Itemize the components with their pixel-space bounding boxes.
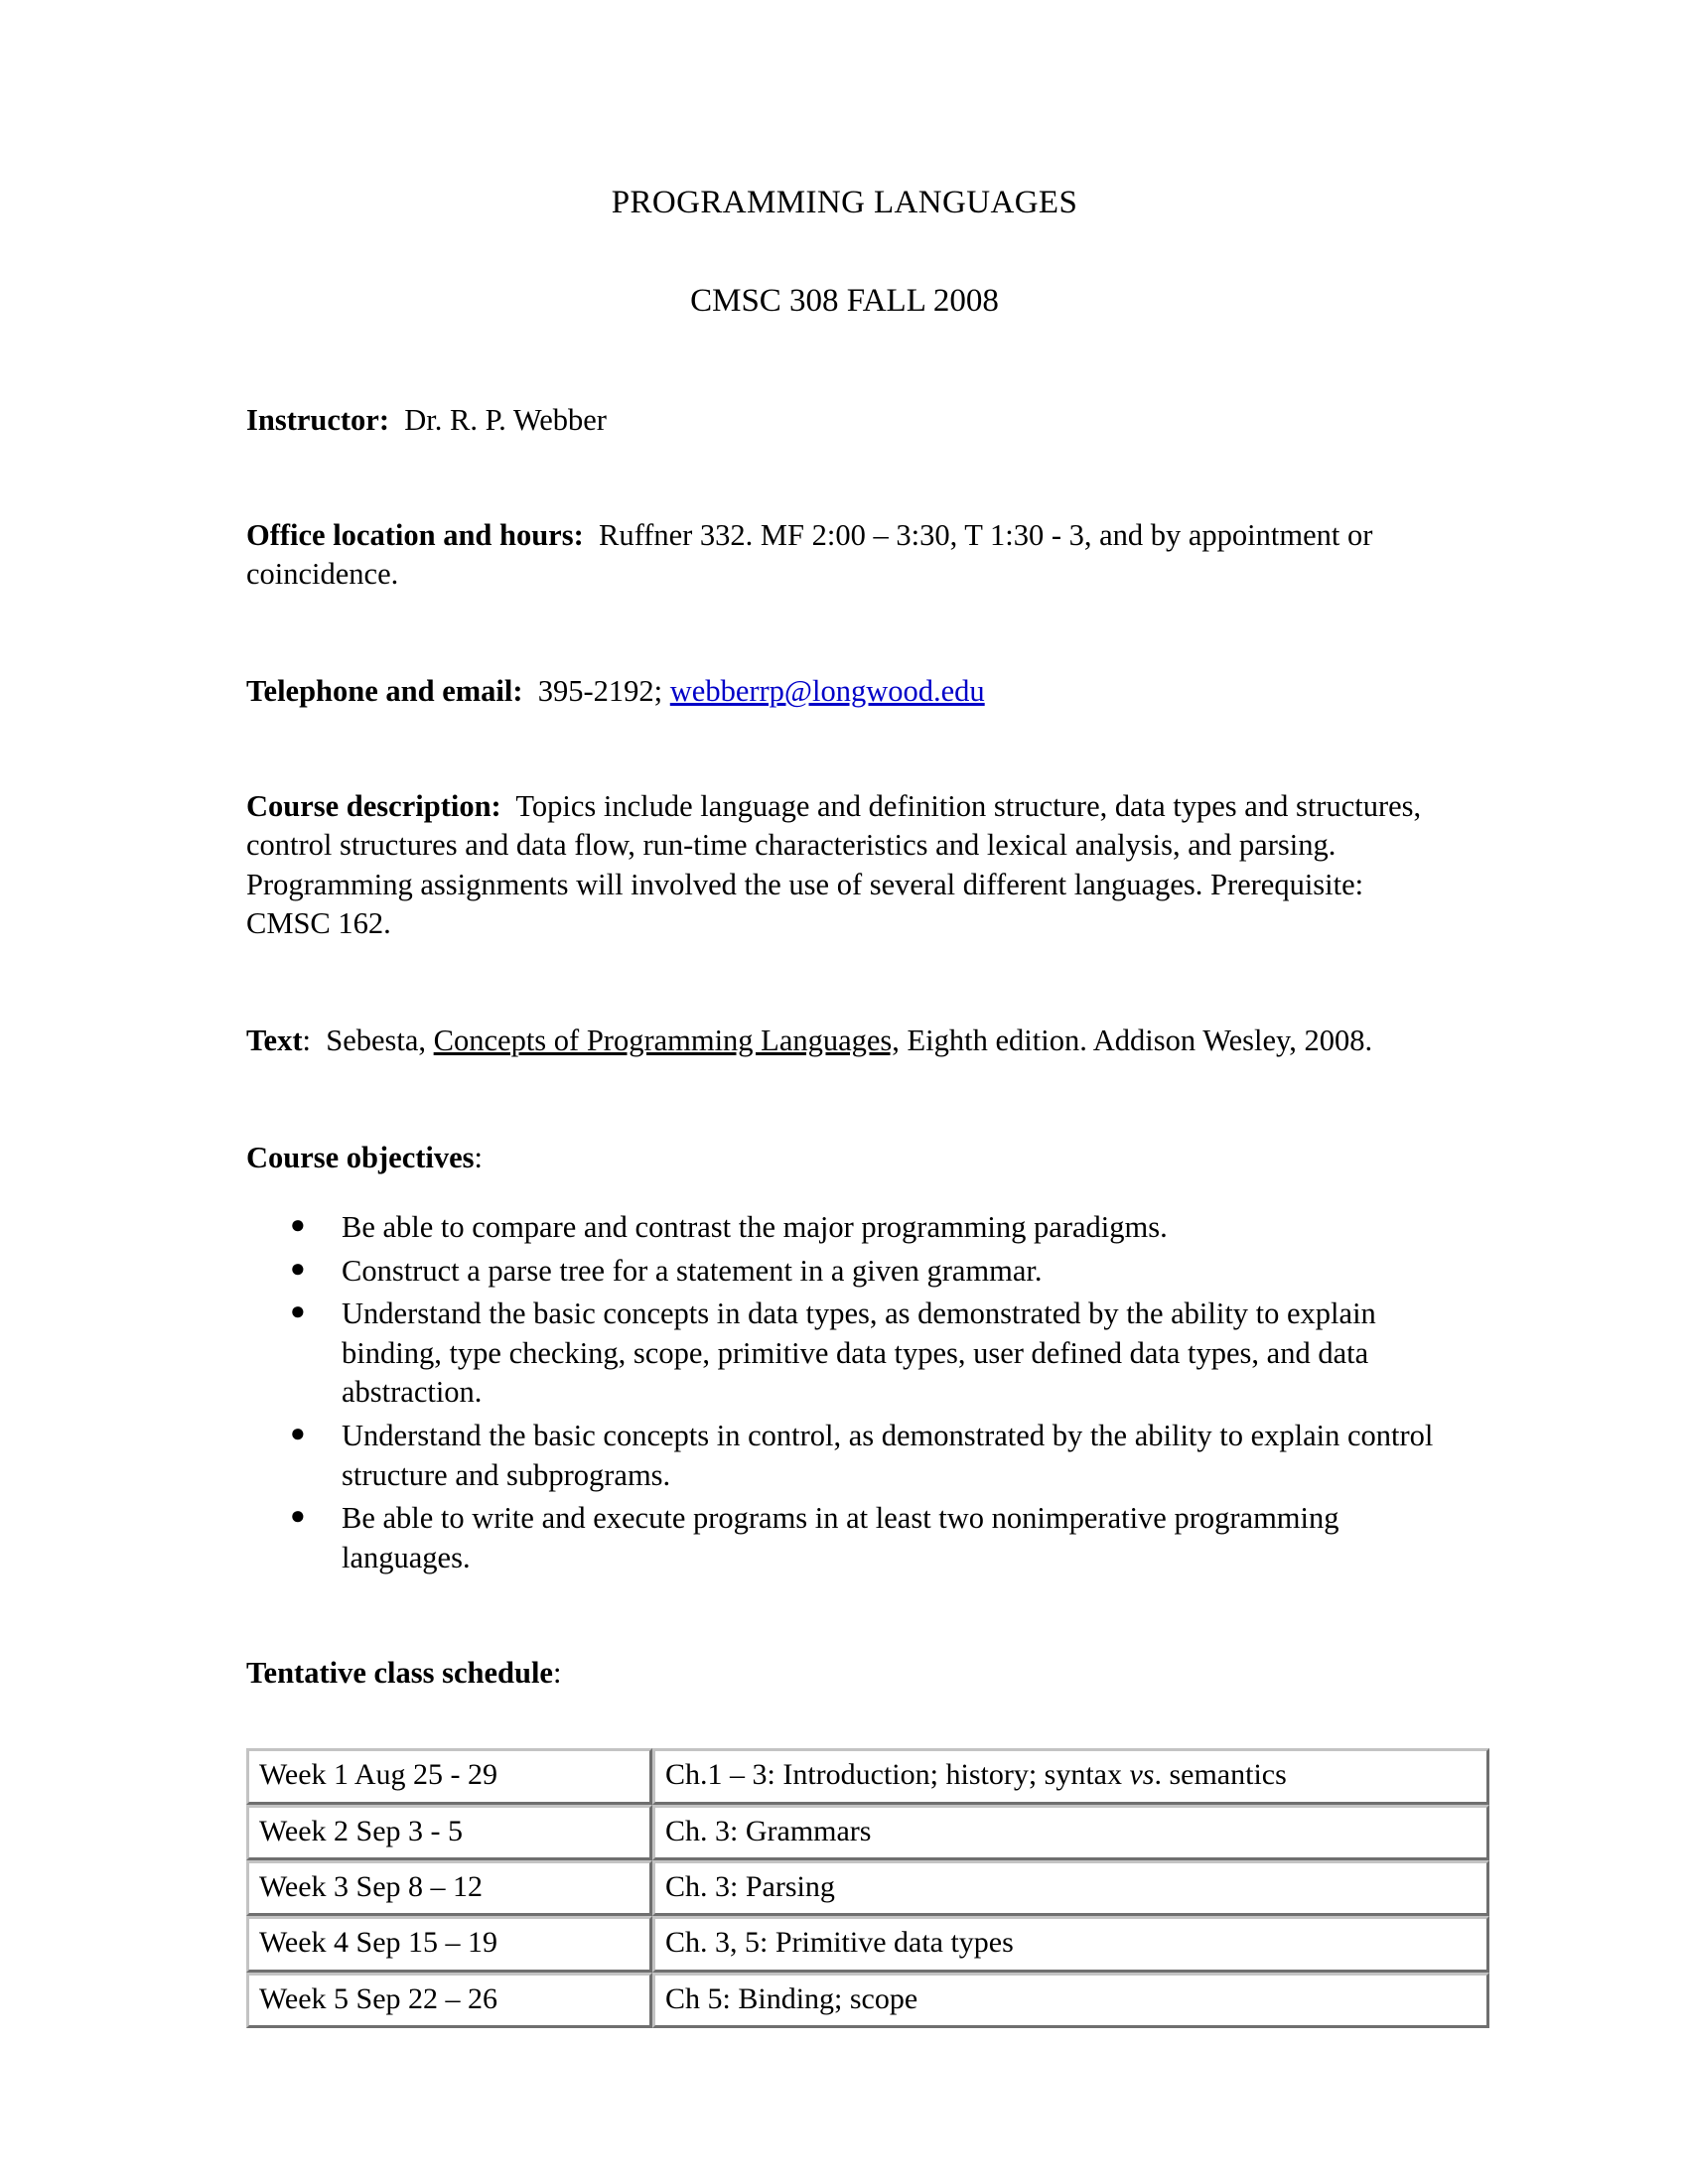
office-value: Ruffner 332. MF 2:00 – 3:30, T 1:30 - 3, and by appointment or coincidence. xyxy=(246,517,1373,592)
document-content xyxy=(246,0,1443,2028)
table-row xyxy=(246,1860,1489,1916)
contact-line xyxy=(246,672,1443,712)
course-code-term: CMSC 308 FALL 2008 xyxy=(690,283,999,319)
schedule-week-cell: Week 4 Sep 15 – 19 xyxy=(246,1916,652,1972)
text-colon: : xyxy=(302,1024,311,1058)
list-item xyxy=(246,1208,1443,1248)
schedule-topic-cell xyxy=(652,1748,1489,1804)
table-row xyxy=(246,1973,1489,2028)
course-objectives-heading xyxy=(246,1139,1443,1178)
text-edition: Eighth edition. Addison Wesley, 2008. xyxy=(907,1024,1373,1058)
schedule-week-cell: Week 2 Sep 3 - 5 xyxy=(246,1805,652,1860)
schedule-week-cell: Week 3 Sep 8 – 12 xyxy=(246,1860,652,1916)
course-description-line xyxy=(246,787,1443,945)
bullet-icon: ● xyxy=(290,1297,306,1326)
course-objectives-label: Course objectives xyxy=(246,1140,475,1174)
table-row xyxy=(246,1748,1489,1804)
contact-spacer-2 xyxy=(662,674,670,708)
list-item-text: Understand the basic concepts in control, as demonstrated by the ability to explain control structure and subprograms. xyxy=(342,1419,1434,1492)
text-author: Sebesta, xyxy=(326,1024,427,1058)
contact-spacer xyxy=(523,674,538,708)
schedule-colon: : xyxy=(552,1655,562,1690)
schedule-topic-cell xyxy=(652,1973,1489,2028)
title-block xyxy=(246,0,1443,318)
list-item-text: Construct a parse tree for a statement in a given grammar. xyxy=(342,1253,1043,1288)
office-label: Office location and hours: xyxy=(246,517,584,552)
table-row xyxy=(246,1916,1489,1972)
office-line xyxy=(246,516,1443,595)
text-label: Text xyxy=(246,1024,303,1058)
topic-text-before: Ch.1 – 3: Introduction; history; syntax xyxy=(665,1758,1130,1792)
list-item xyxy=(246,1252,1443,1292)
topic-text-before: Ch 5: Binding; scope xyxy=(665,1981,918,2015)
course-description-value: Topics include language and definition structure, data types and structures, control structures and data flow, run-time characteristics and lexical analysis, and parsing. Programming assignments will involved the use of several different languages. Prerequisite: CMSC 162. xyxy=(246,788,1422,941)
text-spacer xyxy=(311,1024,326,1057)
text-spacer-2 xyxy=(426,1024,434,1057)
list-item-text: Be able to write and execute programs in at least two nonimperative programming languages. xyxy=(342,1501,1339,1575)
schedule-topic-cell xyxy=(652,1916,1489,1972)
bullet-icon: ● xyxy=(290,1253,306,1283)
email-link[interactable]: webberrp@longwood.edu xyxy=(669,673,985,708)
instructor-label: Instructor: xyxy=(246,403,389,437)
list-item-text: Understand the basic concepts in data types, as demonstrated by the ability to explain binding, type checking, scope, primitive data types, user defined data types, and data abstraction. xyxy=(342,1297,1376,1410)
bullet-icon: ● xyxy=(290,1501,306,1531)
instructor-line xyxy=(246,401,1443,441)
schedule-topic-cell xyxy=(652,1860,1489,1916)
list-item xyxy=(246,1417,1443,1495)
topic-text-before: Ch. 3: Grammars xyxy=(665,1814,872,1847)
book-title: Concepts of Programming Languages, xyxy=(433,1024,900,1058)
topic-text-after: . semantics xyxy=(1154,1758,1287,1792)
text-line xyxy=(246,1022,1443,1061)
text-spacer-3 xyxy=(900,1024,908,1057)
course-objectives-list xyxy=(246,1208,1443,1578)
schedule-table-wrapper xyxy=(246,1748,1443,2028)
bullet-icon: ● xyxy=(290,1419,306,1448)
list-item xyxy=(246,1499,1443,1577)
topic-text-italic: vs xyxy=(1129,1758,1155,1792)
page-title: PROGRAMMING LANGUAGES xyxy=(611,185,1078,220)
course-description-label: Course description: xyxy=(246,788,501,823)
contact-label: Telephone and email: xyxy=(246,673,523,708)
schedule-label: Tentative class schedule xyxy=(246,1655,553,1690)
phone-number: 395-2192; xyxy=(537,673,663,708)
office-spacer xyxy=(584,518,599,552)
schedule-topic-cell xyxy=(652,1805,1489,1860)
course-objectives-colon: : xyxy=(474,1140,484,1174)
course-description-spacer xyxy=(501,789,516,823)
list-item-text: Be able to compare and contrast the major programming paradigms. xyxy=(342,1209,1168,1244)
topic-text-before: Ch. 3, 5: Primitive data types xyxy=(665,1926,1014,1960)
table-row xyxy=(246,1805,1489,1860)
topic-text-before: Ch. 3: Parsing xyxy=(665,1870,835,1904)
schedule-week-cell: Week 5 Sep 22 – 26 xyxy=(246,1973,652,2028)
bullet-icon: ● xyxy=(290,1209,306,1239)
instructor-value: Dr. R. P. Webber xyxy=(404,403,607,437)
list-item xyxy=(246,1295,1443,1413)
schedule-table xyxy=(246,1748,1489,2028)
instructor-spacer xyxy=(389,403,404,437)
schedule-week-cell: Week 1 Aug 25 - 29 xyxy=(246,1748,652,1804)
schedule-heading xyxy=(246,1654,1443,1694)
